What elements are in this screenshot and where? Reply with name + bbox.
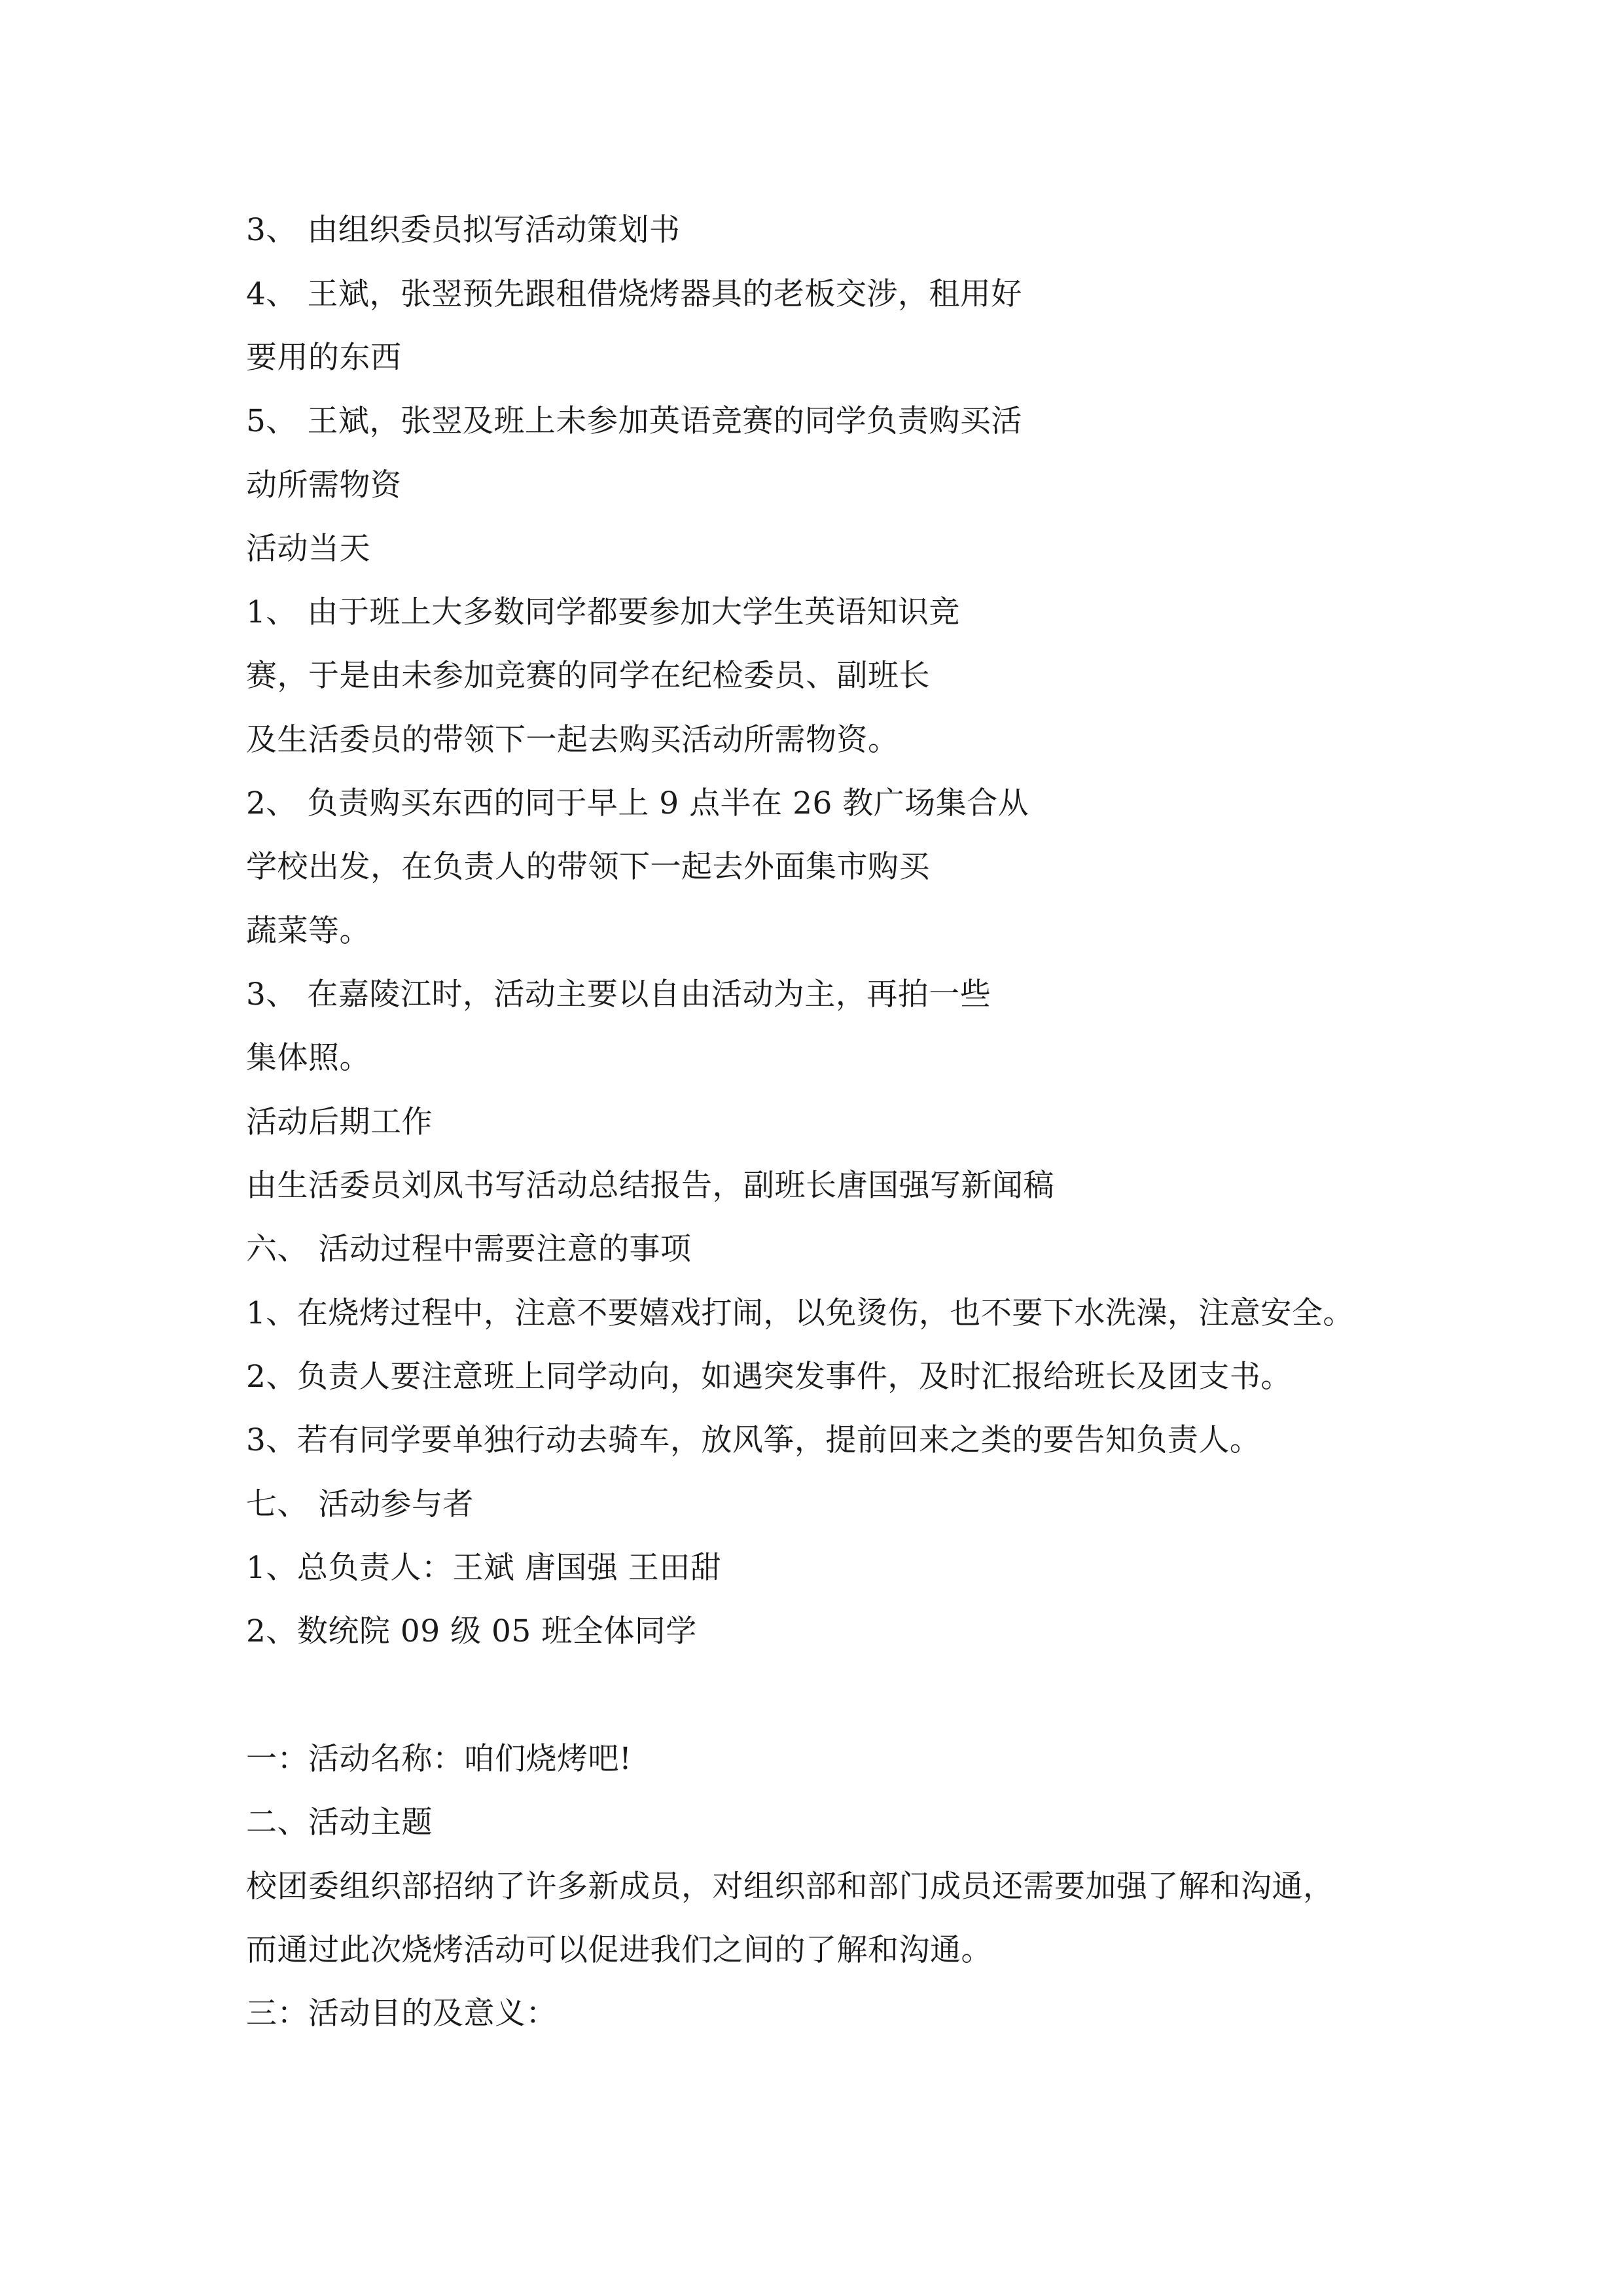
text-line: 4、 王斌，张翌预先跟租借烧烤器具的老板交涉，租用好	[246, 276, 1022, 312]
text-line: 2、数统院 09 级 05 班全体同学	[246, 1613, 697, 1649]
text-line: 活动当天	[246, 531, 370, 567]
text-line: 1、总负责人：王斌 唐国强 王田甜	[246, 1550, 722, 1586]
text-line: 蔬菜等。	[246, 913, 370, 949]
section-heading: 一：活动名称：咱们烧烤吧!	[246, 1741, 632, 1777]
text-line: 2、 负责购买东西的同于早上 9 点半在 26 教广场集合从	[246, 785, 1029, 821]
text-line: 赛，于是由未参加竞赛的同学在纪检委员、副班长	[246, 658, 930, 694]
text-line: 1、在烧烤过程中，注意不要嬉戏打闹，以免烫伤，也不要下水洗澡，注意安全。	[246, 1295, 1354, 1331]
text-line: 及生活委员的带领下一起去购买活动所需物资。	[246, 722, 899, 758]
text-line: 1、 由于班上大多数同学都要参加大学生英语知识竞	[246, 594, 960, 630]
text-line: 3、 由组织委员拟写活动策划书	[246, 212, 681, 248]
section-heading: 七、 活动参与者	[246, 1486, 474, 1522]
section-heading: 三：活动目的及意义：	[246, 1996, 557, 2032]
text-line: 动所需物资	[246, 467, 402, 503]
text-line: 3、若有同学要单独行动去骑车，放风筝，提前回来之类的要告知负责人。	[246, 1422, 1261, 1458]
text-line: 3、 在嘉陵江时，活动主要以自由活动为主，再拍一些	[246, 977, 991, 1013]
text-line: 2、负责人要注意班上同学动向，如遇突发事件，及时汇报给班长及团支书。	[246, 1359, 1292, 1395]
text-line: 活动后期工作	[246, 1104, 433, 1140]
text-line: 要用的东西	[246, 340, 402, 376]
text-line: 由生活委员刘凤书写活动总结报告，副班长唐国强写新闻稿	[246, 1168, 1054, 1204]
text-line: 而通过此次烧烤活动可以促进我们之间的了解和沟通。	[246, 1932, 992, 1968]
section-heading: 六、 活动过程中需要注意的事项	[246, 1231, 692, 1267]
section-heading: 二、活动主题	[246, 1804, 433, 1840]
text-line: 5、 王斌，张翌及班上未参加英语竞赛的同学负责购买活	[246, 403, 1022, 439]
text-line: 集体照。	[246, 1040, 370, 1076]
text-line: 校团委组织部招纳了许多新成员，对组织部和部门成员还需要加强了解和沟通，	[246, 1869, 1334, 1905]
text-line: 学校出发，在负责人的带领下一起去外面集市购买	[246, 849, 930, 885]
